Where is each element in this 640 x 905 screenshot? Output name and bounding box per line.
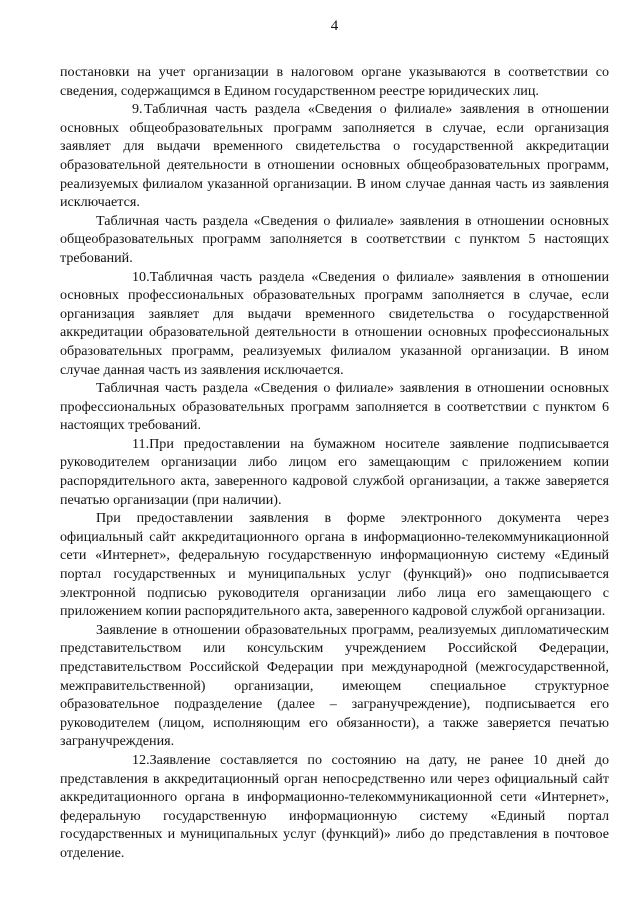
- paragraph-11-part2: При предоставлении заявления в форме электронного документа через официальный сайт аккредитационного органа в информационно-телекоммуникационной сети «Интернет», федеральную государственную информационную систему «Единый портал государственных и муниципальных услуг (функций)» оно подписывается электронной подписью руководителя организации либо лица его замещающего с приложением копии распорядительного акта, заверенного кадровой службой организации.: [60, 510, 609, 620]
- paragraph-10: 10.Табличная часть раздела «Сведения о филиале» заявления в отношении основных профессиональных образовательных программ заполняется в случае, если организация заявляет для выдачи временного свидетельства о государственной аккредитации образовательной деятельности в отношении основных профессиональных образовательных программ, реализуемых филиалом указанной организации. В ином случае данная часть из заявления исключается.: [60, 268, 609, 378]
- page-number: 4: [330, 18, 339, 34]
- paragraph-12: 12.Заявление составляется по состоянию на дату, не ранее 10 дней до представления в аккредитационный орган непосредственно или через официальный сайт аккредитационного органа в информационно-телекоммуникационной сети «Интернет», федеральную государственную информационную систему «Единый портал государственных и муниципальных услуг (функций)» либо до представления в почтовое отделение.: [60, 751, 609, 861]
- document-body: [60, 63, 609, 863]
- paragraph-9: 9.Табличная часть раздела «Сведения о филиале» заявления в отношении основных общеобразовательных программ заполняется в случае, если организация заявляет для выдачи временного свидетельства о государственной аккредитации образовательной деятельности в отношении основных общеобразовательных программ, реализуемых филиалом указанной организации. В ином случае данная часть из заявления исключается.: [60, 101, 609, 211]
- paragraph-continuation: постановки на учет организации в налоговом органе указываются в соответствии со сведения, содержащимся в Едином государственном реестре юридических лиц.: [60, 64, 609, 99]
- paragraph-number: 9.: [132, 101, 143, 118]
- paragraph-number: 12.: [132, 751, 150, 768]
- paragraph-11-part3: Заявление в отношении образовательных программ, реализуемых дипломатическим представительством или консульским учреждением Российской Федерации, представительством Российской Федерации при международной (межгосударственной, межправительственной) организации, имеющем специальное структурное образовательное подразделение (далее – загранучреждение), подписывается его руководителем (лицом, исполняющим его обязанности), а также заверяется печатью загранучреждения.: [60, 621, 609, 750]
- paragraph-10-part2: Табличная часть раздела «Сведения о филиале» заявления в отношении основных профессиональных образовательных программ заполняется в соответствии с пунктом 6 настоящих требований.: [60, 380, 609, 434]
- paragraph-11: 11.При предоставлении на бумажном носителе заявление подписывается руководителем организации либо лицом его замещающим с приложением копии распорядительного акта, заверенного кадровой службой организации, а также заверяется печатью организации (при наличии).: [60, 435, 609, 508]
- paragraph-number: 11.: [132, 435, 150, 452]
- paragraph-9-part2: Табличная часть раздела «Сведения о филиале» заявления в отношении основных общеобразовательных программ заполняется в соответствии с пунктом 5 настоящих требований.: [60, 212, 609, 266]
- paragraph-number: 10.: [132, 268, 150, 285]
